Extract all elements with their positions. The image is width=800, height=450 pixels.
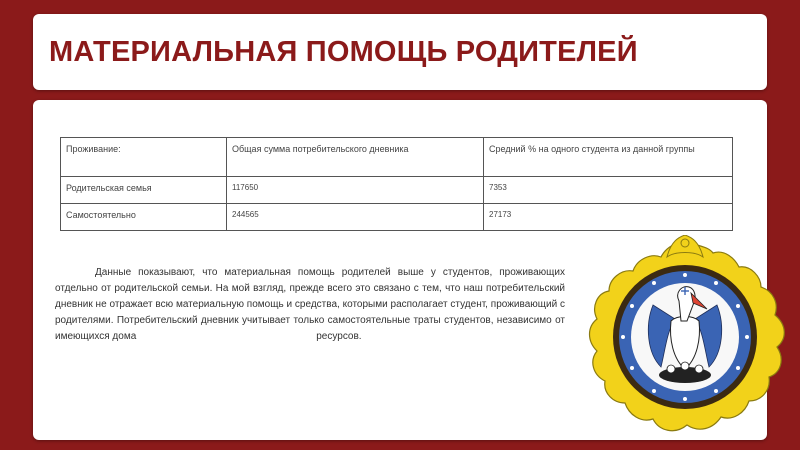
table-header-cell: Общая сумма потребительского дневника <box>227 138 484 177</box>
table-cell: 27173 <box>484 204 733 231</box>
slide-title: МАТЕРИАЛЬНАЯ ПОМОЩЬ РОДИТЕЛЕЙ <box>49 36 638 68</box>
paragraph-end-text: ресурсов. <box>316 331 362 342</box>
table-cell: Родительская семья <box>61 177 227 204</box>
table-row <box>61 204 733 231</box>
pelican-coat-of-arms-icon <box>575 235 795 440</box>
table-cell: 7353 <box>484 177 733 204</box>
table-header-row <box>61 138 733 177</box>
table-cell: 117650 <box>227 177 484 204</box>
table-cell: Самостоятельно <box>61 204 227 231</box>
paragraph-main-text: Данные показывают, что материальная помощь родителей выше у студентов, проживающих отдельно от родительской семьи. На мой взгляд, прежде всего это связано с тем, что наш потребительский дневник не отражает всю материальную помощь и средства, которыми располагает студент, проживающий с родителями. Потребительский дневник учитывает только самостоятельные траты студентов, независимо от имеющихся дома <box>55 267 565 342</box>
table-cell: 244565 <box>227 204 484 231</box>
table-row <box>61 177 733 204</box>
description-paragraph <box>55 265 565 345</box>
title-panel <box>33 14 767 90</box>
data-table <box>60 137 733 231</box>
table-header-cell: Средний % на одного студента из данной группы <box>484 138 733 177</box>
table-header-cell: Проживание: <box>61 138 227 177</box>
